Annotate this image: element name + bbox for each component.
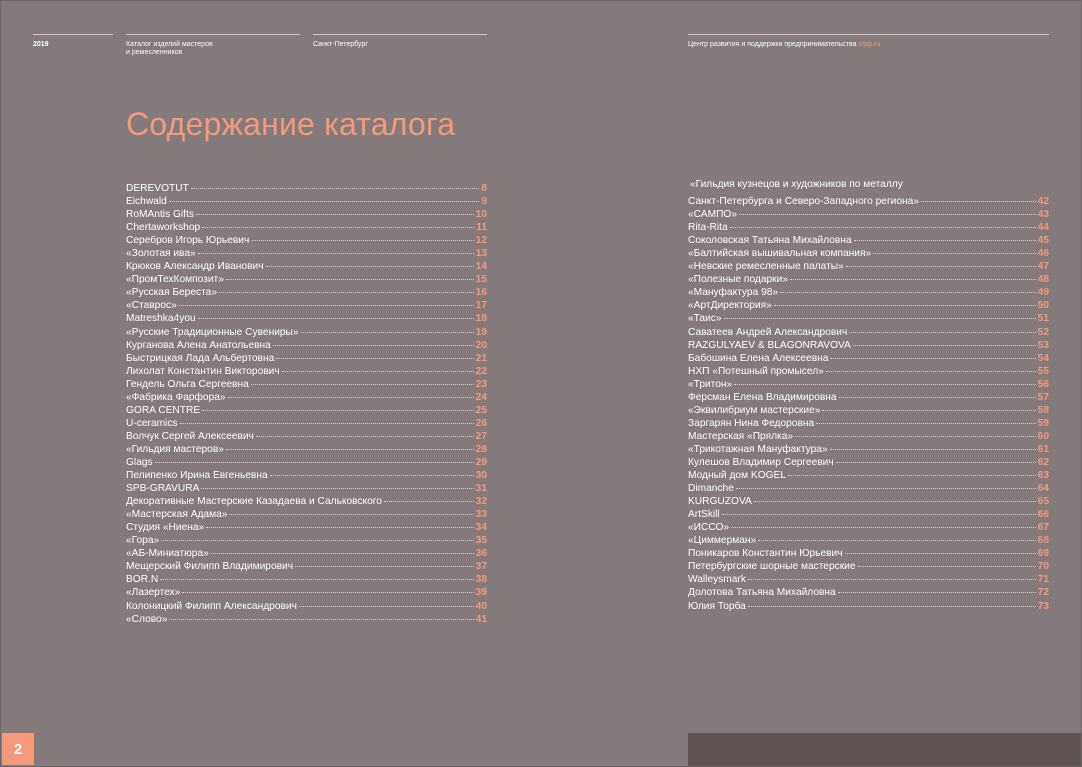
toc-dot-leader [282, 359, 474, 372]
toc-dot-leader [198, 241, 474, 254]
toc-dot-leader [795, 424, 1036, 437]
toc-entry-name: Поникаров Константин Юрьевич [688, 548, 843, 560]
toc-entry-page: 49 [1037, 287, 1049, 299]
toc-entry-name: «Полезные подарки» [688, 274, 788, 286]
toc-dot-leader [270, 463, 474, 476]
toc-entry-page: 69 [1037, 548, 1049, 560]
toc-entry-page: 70 [1037, 561, 1049, 573]
toc-entry-name: НХП «Потешный промысел» [688, 365, 824, 377]
toc-entry-name: «Русская Береста» [126, 287, 217, 299]
toc-entry-page: 13 [475, 248, 487, 260]
toc-dot-leader [180, 411, 474, 424]
toc-entry-page: 55 [1037, 365, 1049, 377]
toc-entry-name: Лихолат Константин Викторович [126, 365, 280, 377]
toc-left-column [126, 178, 487, 625]
toc-entry-name: «Таис» [688, 313, 722, 325]
toc-dot-leader [206, 515, 473, 528]
toc-entry-page: 44 [1037, 222, 1049, 234]
toc-entry-name: Крюков Александр Иванович [126, 261, 264, 273]
toc-entry-page: 36 [475, 548, 487, 560]
toc-entry-page: 34 [475, 522, 487, 534]
toc-dot-leader [169, 189, 480, 202]
toc-dot-leader [730, 215, 1036, 228]
toc-entry-page: 9 [481, 196, 487, 208]
toc-entry-name: BOR.N [126, 574, 159, 586]
toc-entry-name: Колоницкий Филипп Александрович [126, 600, 297, 612]
toc-entry-name: Matreshka4you [126, 313, 196, 325]
toc-entry-name: «АБ-Миниатюра» [126, 548, 209, 560]
toc-entry-page: 28 [475, 443, 487, 455]
toc-dot-leader [724, 306, 1036, 319]
toc-entry-page: 45 [1037, 235, 1049, 247]
toc-dot-leader [846, 254, 1036, 267]
toc-dot-leader [251, 372, 474, 385]
toc-dot-leader [169, 607, 473, 620]
toc-entry-page: 10 [475, 209, 487, 221]
header-center-link[interactable]: crpp.ru [858, 41, 881, 48]
toc-entry-name: KURGUZOVA [688, 496, 752, 508]
toc-entry-page: 42 [1037, 196, 1049, 208]
toc-entry-name: Walleysmark [688, 574, 746, 586]
toc-dot-leader [788, 463, 1036, 476]
toc-dot-leader [226, 437, 474, 450]
toc-entry-page: 60 [1037, 430, 1049, 442]
header-city: Санкт-Петербург [313, 41, 368, 48]
toc-dot-leader [256, 424, 474, 437]
header-catalog-line1: Каталог изделий мастеров [126, 41, 213, 48]
toc-dot-leader [182, 580, 473, 593]
toc-dot-leader [845, 541, 1036, 554]
header-catalog-line2: и ремесленников [126, 49, 183, 56]
toc-entry-page: 62 [1037, 456, 1049, 468]
toc-entry-page: 27 [475, 430, 487, 442]
header-catalog [126, 41, 213, 57]
toc-dot-leader [179, 293, 474, 306]
toc-dot-leader [228, 385, 474, 398]
toc-entry-name: «АртДиректория» [688, 300, 772, 312]
toc-entry-name: «Трикотажная Мануфактура» [688, 443, 828, 455]
toc-entry-name: «Циммерман» [688, 535, 757, 547]
toc-entry-name: «Золотая ива» [126, 248, 196, 260]
toc-entry-page: 31 [475, 483, 487, 495]
toc-entry-page: 11 [476, 222, 487, 234]
toc-dot-leader [873, 241, 1035, 254]
toc-entry-page: 40 [475, 600, 487, 612]
toc-entry-name: Rita-Rita [688, 222, 728, 234]
toc-dot-leader [849, 320, 1035, 333]
toc-entry-page: 35 [475, 535, 487, 547]
toc-entry-page: 59 [1037, 417, 1049, 429]
toc-entry-page: 46 [1037, 248, 1049, 260]
toc-entry-page: 39 [475, 587, 487, 599]
toc-entry-name: «Русские Традиционные Сувениры» [126, 326, 299, 338]
toc-entry-name: Мастерская «Прялка» [688, 430, 794, 442]
toc-entry-name: Санкт-Петербурга и Северо-Западного региона» [688, 196, 919, 208]
page-title: Содержание каталога [126, 106, 456, 142]
toc-entry-page: 66 [1037, 509, 1049, 521]
toc-entry-page: 38 [475, 574, 487, 586]
toc-dot-leader [202, 398, 474, 411]
toc-dot-leader [201, 476, 473, 489]
header-center [688, 41, 880, 49]
toc-entry-name: «САМПО» [688, 209, 737, 221]
toc-dot-leader [202, 215, 474, 228]
toc-entry-name: ArtSkill [688, 509, 720, 521]
header-year: 2019 [33, 41, 49, 48]
toc-entry-page: 57 [1037, 391, 1049, 403]
toc-entry-name: Заргарян Нина Федоровна [688, 417, 815, 429]
toc-entry-name: Волчук Сергей Алексеевич [126, 430, 254, 442]
toc-entry-name: Юлия Торба [688, 600, 746, 612]
toc-entry-name: «ИССО» [688, 522, 730, 534]
toc-entry-name: Chertaworkshop [126, 222, 201, 234]
toc-dot-leader [739, 202, 1036, 215]
toc-dot-leader [816, 411, 1035, 424]
toc-entry-name: Dimanche [688, 483, 734, 495]
toc-dot-leader [826, 359, 1036, 372]
toc-entry-name: «ПромТехКомпозит» [126, 274, 224, 286]
toc-entry-name: Бабошина Елена Алексеевна [688, 352, 829, 364]
toc-entry-page: 73 [1037, 600, 1049, 612]
toc-dot-leader [854, 228, 1036, 241]
toc-entry-page: 19 [475, 326, 487, 338]
toc-entry-name: «Лазертех» [126, 587, 181, 599]
toc-dot-leader [219, 280, 474, 293]
toc-entry-name: Ферсман Елена Владимировна [688, 391, 837, 403]
toc-entry-name: Студия «Ниена» [126, 522, 205, 534]
toc-entry-name: RAZGULYAEV & BLAGONRAVOVA [688, 339, 851, 351]
header-rule-3 [313, 34, 487, 35]
toc-dot-leader [921, 189, 1036, 202]
toc-dot-leader [160, 567, 473, 580]
toc-entry-name: «Фабрика Фарфора» [126, 391, 226, 403]
toc-entry-page: 67 [1037, 522, 1049, 534]
toc-entry-page: 30 [475, 470, 487, 482]
toc-dot-leader [161, 528, 473, 541]
toc-entry-page: 54 [1037, 352, 1049, 364]
toc-entry-name: «Балтийская вышивальная компания» [688, 248, 872, 260]
toc-dot-leader [229, 502, 473, 515]
toc-dot-leader [301, 320, 474, 333]
toc-dot-leader [734, 372, 1035, 385]
toc-entry-page: 14 [475, 261, 487, 273]
toc-dot-leader [838, 580, 1036, 593]
toc-dot-leader [748, 567, 1036, 580]
toc-entry-page: 32 [475, 496, 487, 508]
toc-dot-leader [722, 502, 1036, 515]
toc-entry-page: 71 [1037, 574, 1049, 586]
toc-entry-page: 68 [1037, 535, 1049, 547]
toc-dot-leader [295, 554, 474, 567]
toc-right-column [688, 178, 1049, 612]
toc-entry-name: Кулешов Владимир Сергеевич [688, 456, 834, 468]
toc-dot-leader [266, 254, 474, 267]
toc-entry-name: «Тритон» [688, 378, 733, 390]
toc-entry-name: Серебров Игорь Юрьевич [126, 235, 250, 247]
footer-bar [688, 733, 1081, 766]
toc-dot-leader [748, 594, 1036, 607]
toc-dot-leader [211, 541, 474, 554]
toc-entry-name: DEREVOTUT [126, 183, 189, 194]
toc-entry-page: 29 [475, 456, 487, 468]
toc-entry-name: U-ceramics [126, 417, 178, 429]
toc-entry-page: 24 [475, 391, 487, 403]
header-rule-4 [688, 34, 1049, 35]
toc-dot-leader [758, 528, 1035, 541]
toc-entry-name: Саватеев Андрей Александрович [688, 326, 848, 338]
toc-dot-leader [273, 333, 474, 346]
header-rule-2 [126, 34, 300, 35]
toc-entry-page: 8 [481, 183, 487, 194]
toc-entry-page: 12 [475, 235, 487, 247]
toc-entry-name: Мещерский Филипп Владимирович [126, 561, 294, 573]
toc-entry-page: 21 [475, 352, 487, 364]
toc-entry-name: Гендель Ольга Сергеевна [126, 378, 249, 390]
toc-dot-leader [196, 202, 474, 215]
toc-entry-name: «Невские ремесленные палаты» [688, 261, 844, 273]
toc-entry-name: Eichwald [126, 196, 167, 208]
page-number: 2 [2, 733, 34, 765]
toc-entry-name: «Слово» [126, 613, 168, 625]
toc-dot-leader [780, 280, 1036, 293]
toc-dot-leader [384, 489, 474, 502]
toc-dot-leader [736, 476, 1036, 489]
toc-entry-page: 53 [1037, 339, 1049, 351]
toc-entry-name: GORA CENTRE [126, 404, 201, 416]
toc-entry-page: 61 [1037, 443, 1049, 455]
toc-entry-name: «Мануфактура 98» [688, 287, 779, 299]
toc-dot-leader [853, 333, 1036, 346]
toc-entry-page: 52 [1037, 326, 1049, 338]
toc-dot-leader [299, 594, 474, 607]
toc-dot-leader [251, 228, 473, 241]
toc-entry-page: 56 [1037, 378, 1049, 390]
toc-entry-name: «Гора» [126, 535, 160, 547]
toc-entry-name: «Эквилибриум мастерские» [688, 404, 821, 416]
toc-dot-leader [836, 450, 1036, 463]
toc-heading-right: «Гильдия кузнецов и художников по металлу [690, 179, 903, 190]
toc-dot-leader [155, 450, 474, 463]
toc-dot-leader [226, 267, 474, 280]
toc-entry-name: Соколовская Татьяна Михайловна [688, 235, 852, 247]
toc-entry-page: 50 [1037, 300, 1049, 312]
toc-dot-leader [774, 293, 1036, 306]
toc-dot-leader [754, 489, 1036, 502]
toc-entry-page: 48 [1037, 274, 1049, 286]
toc-dot-leader [790, 267, 1036, 280]
toc-entry-name: SPB-GRAVURA [126, 483, 200, 495]
toc-dot-leader [839, 385, 1036, 398]
toc-entry-page: 63 [1037, 470, 1049, 482]
toc-dot-leader [191, 176, 480, 189]
toc-entry-page: 26 [475, 417, 487, 429]
toc-dot-leader [830, 346, 1035, 359]
toc-dot-leader [830, 437, 1036, 450]
toc-entry-page: 37 [475, 561, 487, 573]
toc-entry-name: «Ставрос» [126, 300, 177, 312]
toc-entry-page: 64 [1037, 483, 1049, 495]
toc-dot-leader [731, 515, 1036, 528]
toc-entry-page: 25 [475, 404, 487, 416]
toc-entry-page: 17 [475, 300, 487, 312]
toc-entry-name: Декоративные Мастерские Казадаева и Сальковского [126, 496, 382, 508]
toc-entry-page: 20 [475, 339, 487, 351]
toc-entry-page: 65 [1037, 496, 1049, 508]
toc-entry-name: Петербургские шорные мастерские [688, 561, 856, 573]
toc-entry-page: 16 [475, 287, 487, 299]
header-center-text: Центр развития и поддержки предпринимательства [688, 41, 857, 48]
toc-entry-name: Модный дом KOGEL [688, 470, 787, 482]
toc-entry-name: «Гильдия мастеров» [126, 443, 224, 455]
toc-entry-name: «Мастерская Адама» [126, 509, 228, 521]
toc-entry-page: 23 [475, 378, 487, 390]
toc-entry-name: RoMAntis Gifts [126, 209, 194, 221]
toc-entry-page: 43 [1037, 209, 1049, 221]
toc-entry-name: Курганова Алена Анатольевна [126, 339, 271, 351]
toc-entry-page: 22 [475, 365, 487, 377]
toc-entry-name: Долотова Татьяна Михайловна [688, 587, 836, 599]
toc-entry-page: 51 [1037, 313, 1049, 325]
toc-entry-name: Glags [126, 456, 153, 468]
toc-entry-page: 18 [475, 313, 487, 325]
toc-dot-leader [276, 346, 473, 359]
toc-entry-name: Быстрицкая Лада Альбертовна [126, 352, 275, 364]
toc-entry-page: 58 [1037, 404, 1049, 416]
toc-entry-name: Пелипенко Ирина Евгеньевна [126, 470, 268, 482]
toc-entry-page: 72 [1037, 587, 1049, 599]
toc-entry-page: 41 [475, 613, 487, 625]
toc-dot-leader [198, 306, 474, 319]
toc-entry-page: 33 [475, 509, 487, 521]
toc-entry-page: 15 [475, 274, 487, 286]
toc-dot-leader [822, 398, 1035, 411]
toc-entry[interactable] [126, 609, 487, 625]
header-rule-1 [33, 34, 113, 35]
toc-dot-leader [858, 554, 1036, 567]
toc-entry-page: 47 [1037, 261, 1049, 273]
